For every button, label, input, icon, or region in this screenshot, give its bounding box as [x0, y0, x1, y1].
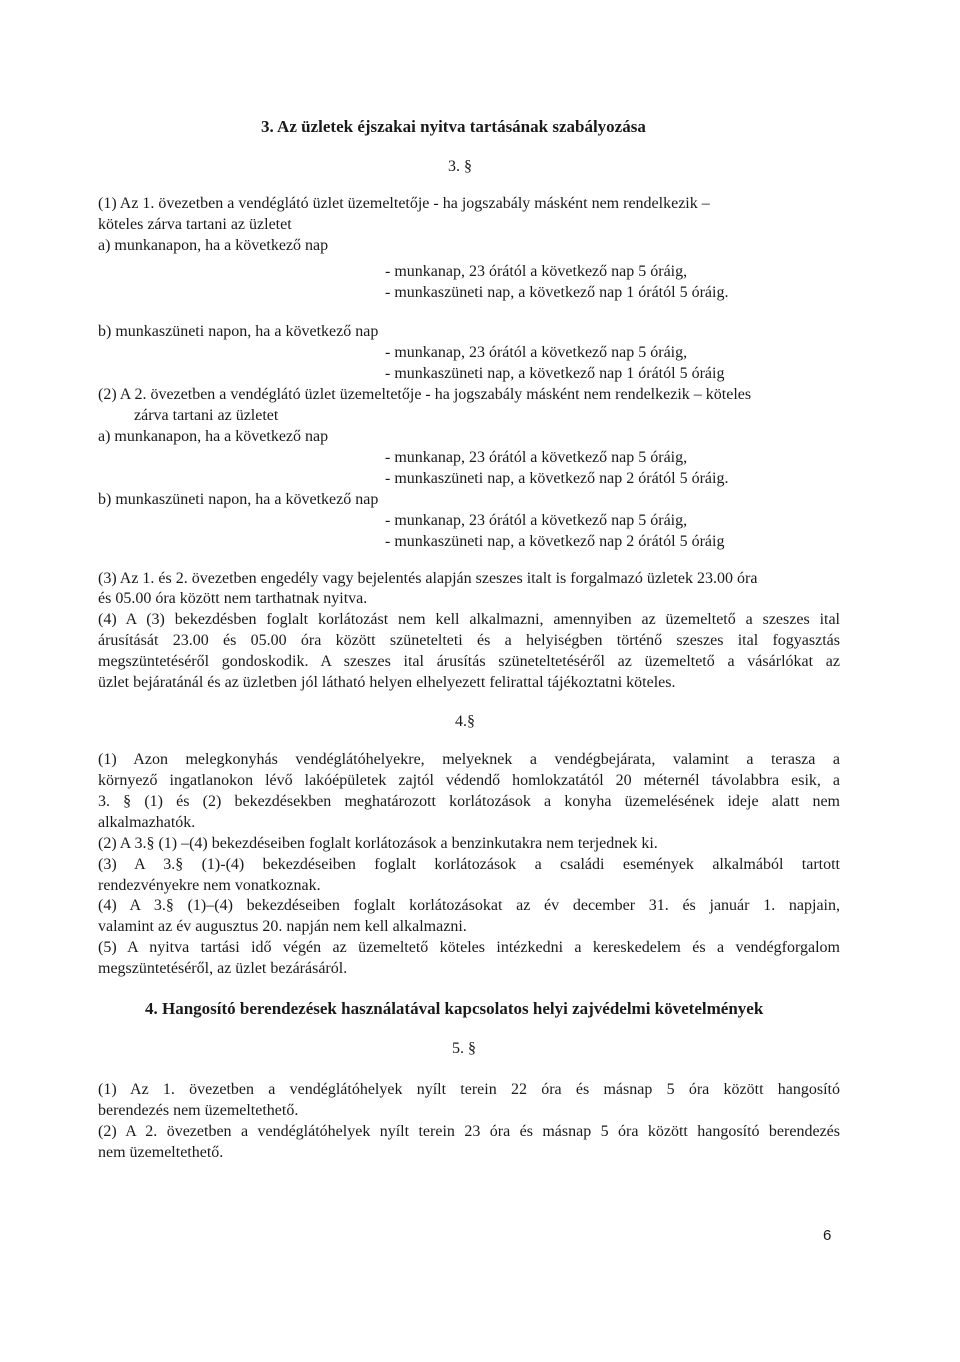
text-line: rendezvényekre nem vonatkoznak. [98, 877, 321, 894]
text-line: nem üzemeltethető. [98, 1144, 224, 1161]
item-label: b) munkaszüneti napon, ha a következő nap [98, 323, 379, 340]
text-line: (2) A 2. övezetben a vendéglátó üzlet üzemeltetője - ha jogszabály másként nem rendelkezik – köteles [98, 386, 752, 403]
text-line: (5) A nyitva tartási idő végén az üzemeltető köteles intézkedni a kereskedelem és a vendégforgalom [98, 939, 840, 956]
paragraph-number-5: 5. § [452, 1040, 476, 1057]
text-line: üzlet bejáratánál és az üzletben jól látható helyen elhelyezett felirattal tájékoztatni köteles. [98, 674, 676, 691]
list-item: - munkanap, 23 órától a következő nap 5 óráig, [385, 344, 688, 361]
text-line: (2) A 3.§ (1) –(4) bekezdéseiben foglalt korlátozások a benzinkutakra nem terjednek ki. [98, 835, 658, 852]
text-line: köteles zárva tartani az üzletet [98, 216, 292, 233]
list-item: - munkanap, 23 órától a következő nap 5 óráig, [385, 449, 688, 466]
paragraph-number-3: 3. § [448, 158, 472, 175]
text-line: berendezés nem üzemeltethető. [98, 1102, 299, 1119]
text-line: (1) Az 1. övezetben a vendéglátó üzlet üzemeltetője - ha jogszabály másként nem rendelkezik – [98, 195, 710, 212]
text-line: 3. § (1) és (2) bekezdésekben meghatározott korlátozások a konyha üzemelésének ideje alatt nem [98, 793, 840, 810]
text-line: (3) A 3.§ (1)-(4) bekezdéseiben foglalt korlátozások a családi események alkalmából tartott [98, 856, 840, 873]
list-item: - munkaszüneti nap, a következő nap 1 órától 5 óráig [385, 365, 725, 382]
text-line: (4) A 3.§ (1)–(4) bekezdéseiben foglalt korlátozásokat az év december 31. és január 1. napjain, [98, 897, 840, 914]
text-line: zárva tartani az üzletet [134, 407, 279, 424]
text-line: (3) Az 1. és 2. övezetben engedély vagy bejelentés alapján szeszes italt is forgalmazó üzletek 23.00 óra [98, 570, 758, 587]
text-line: árusítását 23.00 és 05.00 óra között szünetelteti és a helyiségben történő szeszes ital fogyasztás [98, 632, 840, 649]
text-line: (4) A (3) bekezdésben foglalt korlátozást nem kell alkalmazni, amennyiben az üzemeltető a szeszes ital [98, 611, 840, 628]
list-item: - munkanap, 23 órától a következő nap 5 óráig, [385, 512, 688, 529]
text-line: valamint az év augusztus 20. napján nem kell alkalmazni. [98, 918, 467, 935]
section-title-4: 4. Hangosító berendezések használatával kapcsolatos helyi zajvédelmi követelmények [145, 999, 764, 1018]
text-line: környező ingatlanokon lévő lakóépületek zajtól védendő homlokzatától 20 méternél távolabbra esik, a [98, 772, 840, 789]
text-line: megszüntetéséről gondoskodik. A szeszes ital árusítás szüneteltetéséről az üzemeltető a vásárlókat az [98, 653, 840, 670]
text-line: (1) Az 1. övezetben a vendéglátóhelyek nyílt terein 22 óra és másnap 5 óra között hangosító [98, 1081, 840, 1098]
list-item: - munkaszüneti nap, a következő nap 2 órától 5 óráig. [385, 470, 729, 487]
paragraph-number-4: 4.§ [455, 713, 475, 730]
section-title-3: 3. Az üzletek éjszakai nyitva tartásának szabályozása [261, 117, 646, 136]
list-item: - munkanap, 23 órától a következő nap 5 óráig, [385, 263, 688, 280]
text-line: megszüntetéséről, az üzlet bezárásáról. [98, 960, 348, 977]
item-label: a) munkanapon, ha a következő nap [98, 428, 329, 445]
item-label: a) munkanapon, ha a következő nap [98, 237, 329, 254]
text-line: (2) A 2. övezetben a vendéglátóhelyek nyílt terein 23 óra és másnap 5 óra között hangosító berendezés [98, 1123, 840, 1140]
text-line: és 05.00 óra között nem tarthatnak nyitva. [98, 590, 368, 607]
text-line: alkalmazhatók. [98, 814, 196, 831]
page-number: 6 [823, 1227, 832, 1244]
text-line: (1) Azon melegkonyhás vendéglátóhelyekre, melyeknek a vendégbejárata, valamint a terasza a [98, 751, 840, 768]
list-item: - munkaszüneti nap, a következő nap 2 órától 5 óráig [385, 533, 725, 550]
item-label: b) munkaszüneti napon, ha a következő nap [98, 491, 379, 508]
list-item: - munkaszüneti nap, a következő nap 1 órától 5 óráig. [385, 284, 729, 301]
